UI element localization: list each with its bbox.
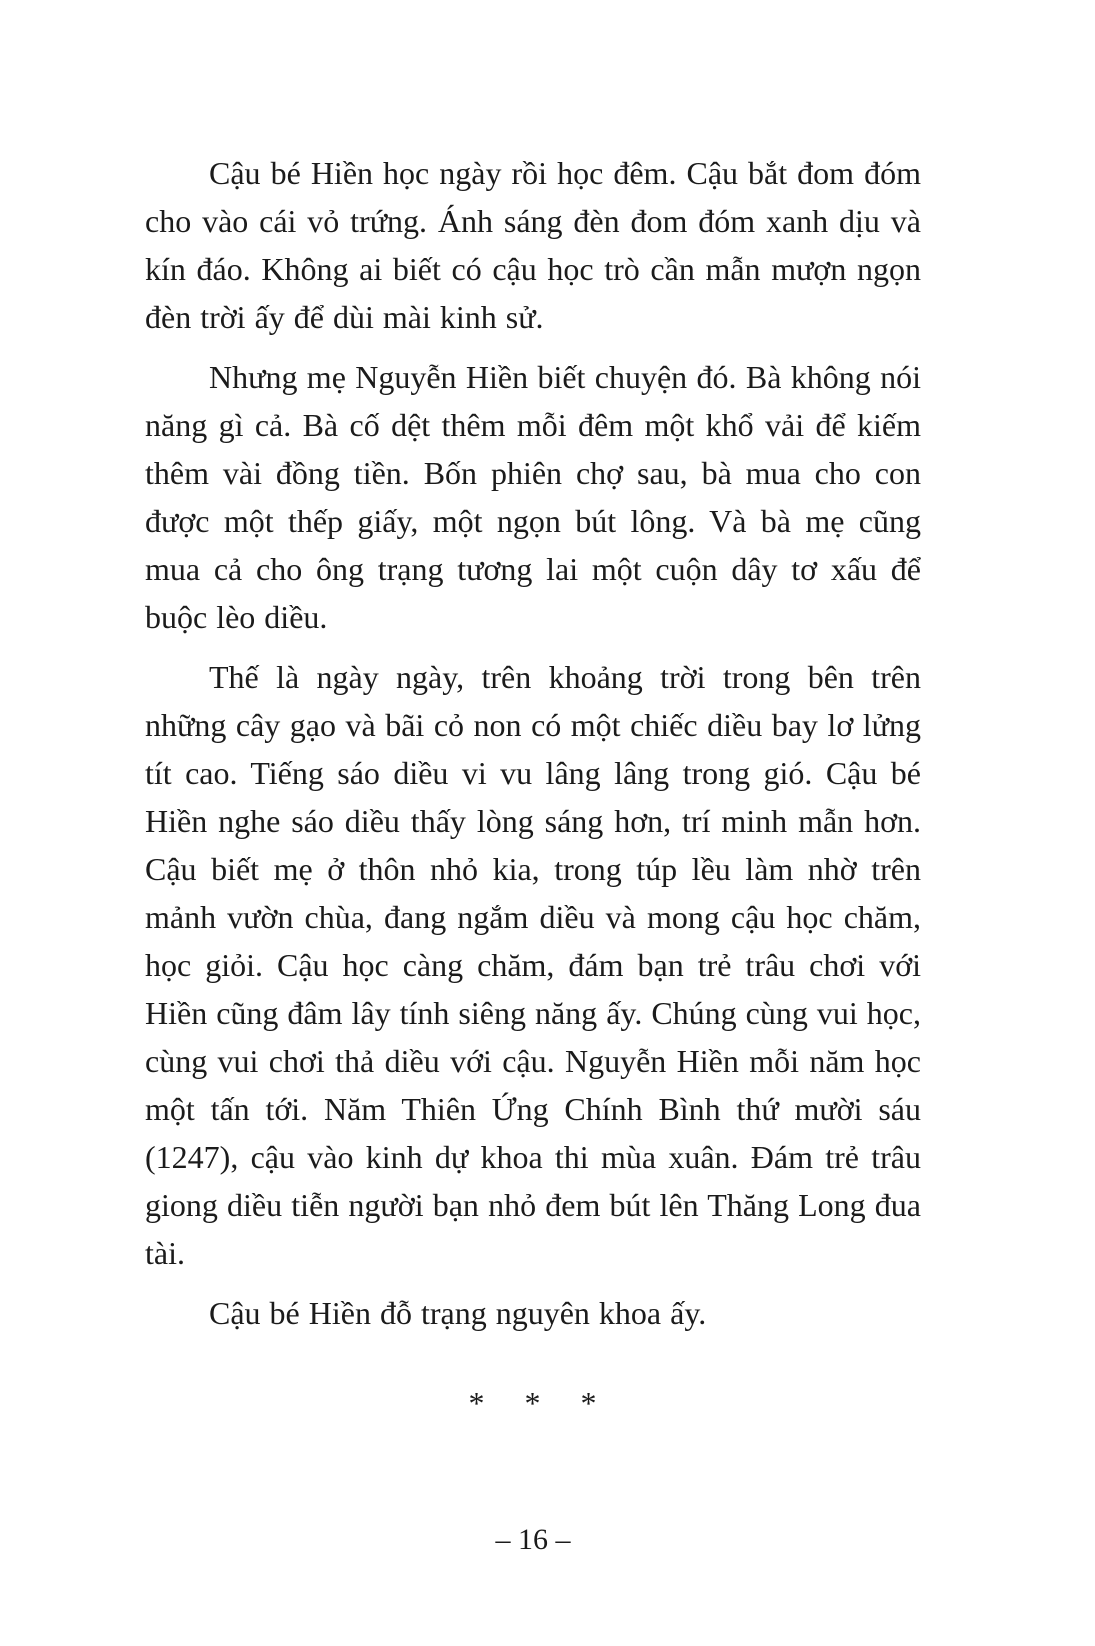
page-number: – 16 – bbox=[495, 1523, 571, 1556]
text-column bbox=[145, 149, 921, 1427]
paragraph: Cậu bé Hiền đỗ trạng nguyên khoa ấy. bbox=[209, 1295, 707, 1331]
paragraph: Cậu bé Hiền học ngày rồi học đêm. Cậu bắt đom đóm cho vào cái vỏ trứng. Ánh sáng đèn đom đóm xanh dịu và kín đáo. Không ai biết có cậu học trò cần mẫn mượn ngọn đèn trời ấy để dùi mài kinh sử. bbox=[145, 155, 921, 335]
paragraph: Nhưng mẹ Nguyễn Hiền biết chuyện đó. Bà không nói năng gì cả. Bà cố dệt thêm mỗi đêm một khổ vải để kiếm thêm vài đồng tiền. Bốn phiên chợ sau, bà mua cho con được một thếp giấy, một ngọn bút lông. Và bà mẹ cũng mua cả cho ông trạng tương lai một cuộn dây tơ xấu để buộc lèo diều. bbox=[145, 359, 921, 635]
section-separator: * * * bbox=[468, 1385, 598, 1421]
paragraph: Thế là ngày ngày, trên khoảng trời trong bên trên những cây gạo và bãi cỏ non có một chiếc diều bay lơ lửng tít cao. Tiếng sáo diều vi vu lâng lâng trong gió. Cậu bé Hiền nghe sáo diều thấy lòng sáng hơn, trí minh mẫn hơn. Cậu biết mẹ ở thôn nhỏ kia, trong túp lều làm nhờ trên mảnh vườn chùa, đang ngắm diều và mong cậu học chăm, học giỏi. Cậu học càng chăm, đám bạn trẻ trâu chơi với Hiền cũng đâm lây tính siêng năng ấy. Chúng cùng vui học, cùng vui chơi thả diều với cậu. Nguyễn Hiền mỗi năm học một tấn tới. Năm Thiên Ứng Chính Bình thứ mười sáu (1247), cậu vào kinh dự khoa thi mùa xuân. Đám trẻ trâu giong diều tiễn người bạn nhỏ đem bút lên Thăng Long đua tài. bbox=[145, 659, 921, 1271]
